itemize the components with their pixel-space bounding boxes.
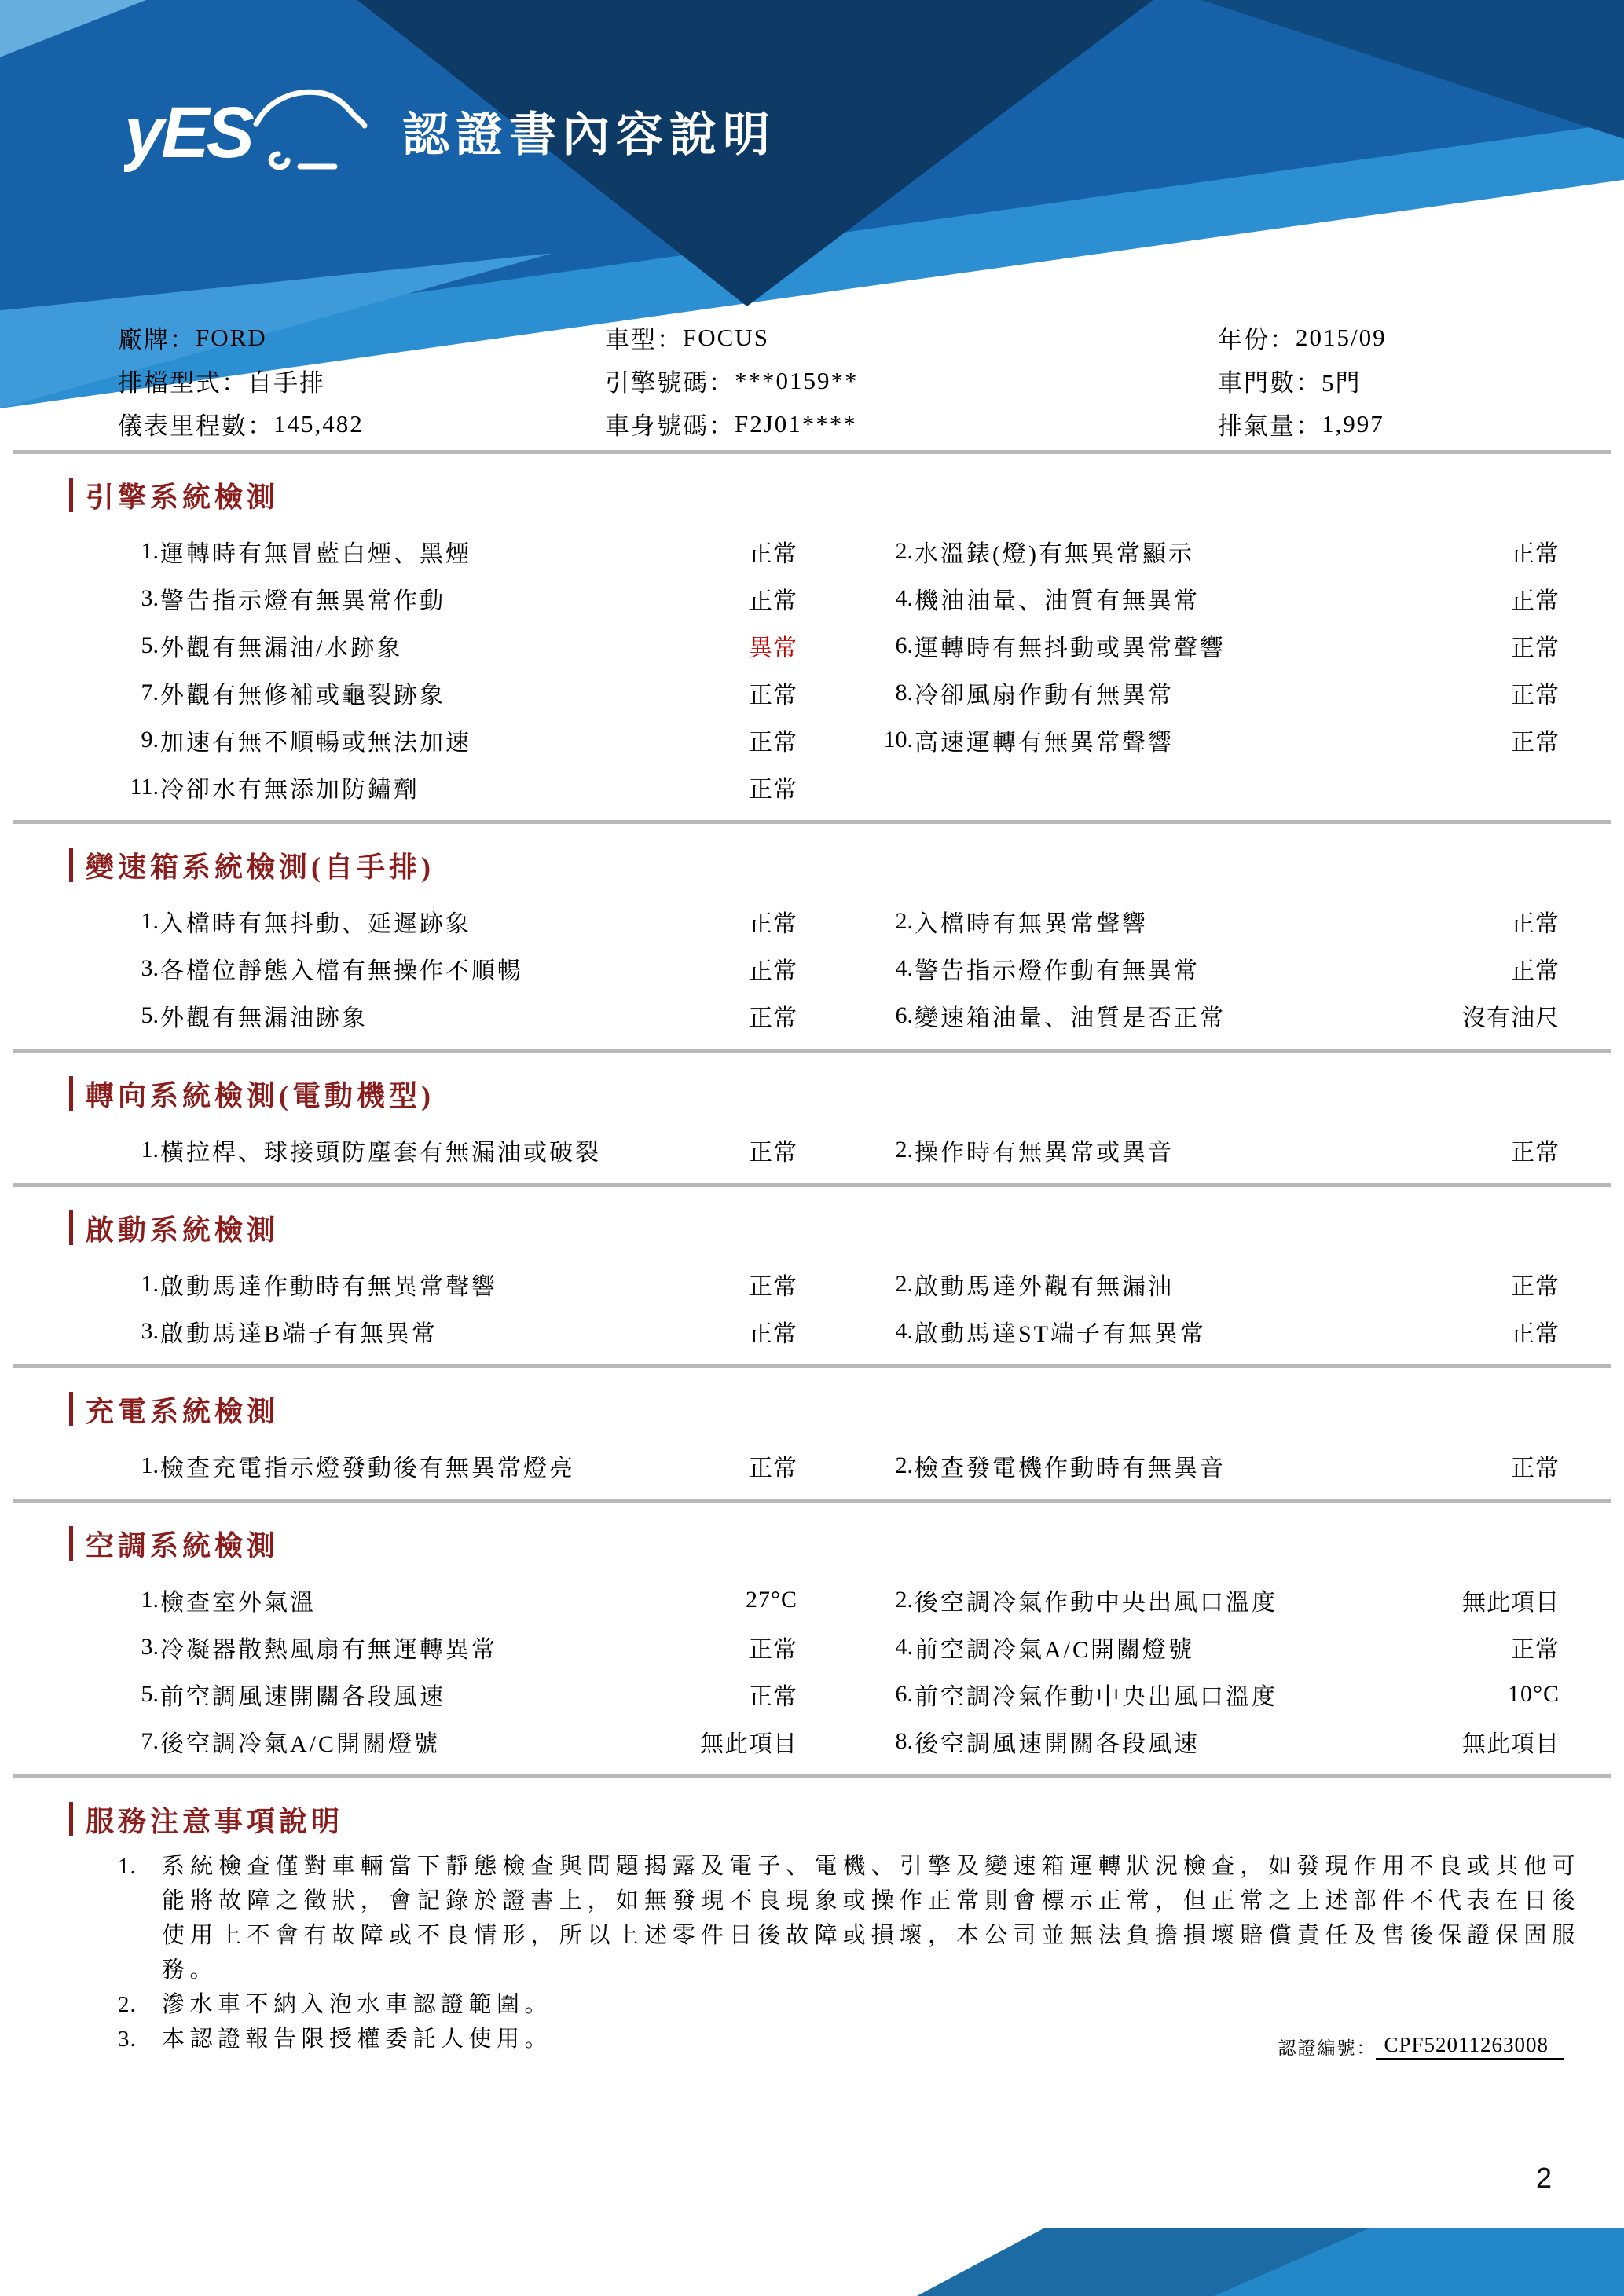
info-row [605,402,1218,445]
note-number: 3. [118,2027,137,2052]
item-number: 3. [141,1318,159,1344]
info-row [118,316,605,359]
item-value: 正常 [1511,1140,1560,1166]
heading-bar [69,1526,73,1561]
check-item [872,1724,1454,1759]
check-item [872,1448,1454,1483]
cert-number: CPF52011263008 [1376,2033,1564,2060]
item-value: 正常 [749,911,797,937]
check-item [118,951,691,986]
check-item [118,1267,691,1302]
section-title: 轉向系統檢測(電動機型) [86,1079,434,1111]
separator [13,820,1611,824]
item-label: 警告指示燈作動有無異常 [915,958,1200,984]
check-row [0,898,1624,945]
info-row [1218,316,1577,359]
item-number: 3. [141,585,159,611]
check-item [118,581,691,616]
item-number: 2. [895,1137,913,1163]
check-item [118,1448,691,1483]
check-item [118,1133,691,1167]
service-notes [0,1800,1624,2064]
section-heading [69,1390,1624,1428]
check-row [0,992,1624,1039]
item-value: 正常 [749,730,797,756]
info-value: ***0159** [735,366,859,394]
item-value: 無此項目 [1462,1731,1560,1757]
check-item [118,1630,691,1664]
item-value: 正常 [1511,958,1560,984]
item-value: 無此項目 [1462,1590,1560,1616]
item-number: 7. [141,679,159,705]
item-value: 正常 [749,1140,797,1166]
check-row [0,945,1624,992]
heading-bar [69,1802,73,1836]
item-value: 正常 [1511,1274,1560,1300]
section-rows [0,1576,1624,1765]
section-title: 充電系統檢測 [86,1395,280,1427]
item-number: 5. [141,1002,159,1028]
separator [13,1499,1611,1503]
item-label: 啟動馬達作動時有無異常聲響 [160,1274,497,1300]
check-row [0,622,1624,669]
item-value: 正常 [749,1456,797,1481]
info-label: 引擎號碼： [605,369,735,397]
item-label: 後空調風速開關各段風速 [915,1731,1200,1757]
item-number: 2. [895,1271,913,1297]
item-number: 3. [141,955,159,981]
section-title: 變速箱系統檢測(自手排) [86,851,434,883]
item-label: 冷凝器散熱風扇有無運轉異常 [160,1637,497,1663]
item-number: 4. [895,1634,913,1660]
info-value: 145,482 [273,409,364,438]
info-row [1218,359,1577,402]
item-value: 正常 [749,777,797,803]
item-label: 前空調冷氣A/C開關燈號 [915,1637,1195,1663]
item-label: 檢查發電機作動時有無異音 [915,1456,1226,1481]
item-label: 前空調風速開關各段風速 [160,1684,445,1710]
item-value: 正常 [1511,588,1560,614]
item-number: 1. [141,1452,159,1478]
item-number: 1. [141,908,159,934]
check-item [118,770,691,804]
item-number: 4. [895,585,913,611]
item-number: 6. [895,1681,913,1707]
check-row [0,669,1624,716]
check-row [0,575,1624,622]
check-item [872,534,1454,569]
item-number: 11. [130,774,159,800]
note-text: 系統檢查僅對車輛當下靜態檢查與問題揭露及電子、電機、引擎及變速箱運轉狀況檢查，如發現作用不良或其他可能將故障之徵狀，會記錄於證書上，如無發現不良現象或操作正常則會標示正常，但正常之上述部件不代表在日後使用上不會有故障或不良情形，所以上述零件日後故障或損壞，本公司並無法負擔損壞賠償責任及售後保證保固服務。 [162,1854,1580,1983]
item-number: 10. [883,727,913,753]
item-number: 2. [895,1587,913,1613]
info-value: 5門 [1322,369,1362,397]
section-title: 啟動系統檢測 [86,1214,280,1246]
section-rows [0,1126,1624,1174]
info-label: 排氣量： [1218,412,1322,440]
item-number: 6. [895,632,913,658]
check-row [0,528,1624,575]
item-label: 高速運轉有無異常聲響 [915,730,1174,756]
item-number: 7. [141,1728,159,1754]
check-row [0,1718,1624,1765]
item-label: 檢查充電指示燈發動後有無異常燈亮 [160,1456,575,1481]
item-value: 正常 [749,958,797,984]
item-value: 正常 [1511,730,1560,756]
info-label: 年份： [1218,326,1296,353]
item-value: 正常 [1511,635,1560,661]
info-value: 1,997 [1322,409,1384,438]
section-rows [0,898,1624,1039]
item-number: 1. [141,538,159,564]
check-item [872,1630,1454,1664]
check-item [118,628,691,663]
item-label: 操作時有無異常或異音 [915,1140,1174,1166]
section-heading [69,846,1624,884]
item-value: 正常 [749,683,797,709]
check-row [0,1261,1624,1308]
info-value: 自手排 [247,369,325,397]
note-text: 滲水車不納入泡水車認證範圍。 [162,1992,553,2017]
item-value: 正常 [1511,911,1560,937]
check-section [0,1525,1624,1774]
certification-number-row [1278,2033,1564,2060]
note-item [118,1849,1580,1987]
item-value: 正常 [749,541,797,567]
check-row [0,1576,1624,1624]
footer-banner [917,2190,1624,2296]
heading-bar [69,478,73,512]
check-row [0,1671,1624,1718]
item-number: 2. [895,1452,913,1478]
section-heading [69,1209,1624,1247]
check-section [0,1209,1624,1364]
item-label: 變速箱油量、油質是否正常 [915,1005,1226,1031]
item-label: 前空調冷氣作動中央出風口溫度 [915,1684,1278,1710]
notes-list [0,1849,1624,2056]
item-value: 沒有油尺 [1462,1005,1560,1031]
item-label: 入檔時有無抖動、延遲跡象 [160,911,471,937]
vehicle-info-column [1218,316,1577,445]
info-row [605,359,1218,402]
check-item [118,723,691,757]
check-item [872,1133,1454,1167]
check-row [0,1442,1624,1489]
item-value: 正常 [1511,541,1560,567]
check-section [0,1390,1624,1499]
section-heading [69,1525,1624,1562]
check-section [0,846,1624,1049]
item-value: 正常 [1511,683,1560,709]
item-label: 橫拉桿、球接頭防塵套有無漏油或破裂 [160,1140,601,1166]
item-number: 6. [895,1002,913,1028]
check-item [872,581,1454,616]
check-item [872,1677,1454,1712]
item-value: 無此項目 [700,1731,797,1757]
note-text: 本認證報告限授權委託人使用。 [162,2027,553,2052]
note-number: 2. [118,1992,137,2017]
heading-bar [69,1210,73,1245]
item-number: 4. [895,955,913,981]
item-label: 外觀有無漏油跡象 [160,1005,368,1031]
item-label: 啟動馬達ST端子有無異常 [915,1321,1207,1347]
item-value: 正常 [1511,1456,1560,1481]
notes-heading [69,1800,1624,1838]
item-number: 4. [895,1318,913,1344]
item-label: 啟動馬達B端子有無異常 [160,1321,438,1347]
check-item [872,904,1454,939]
info-row [1218,402,1577,445]
separator [13,1183,1611,1187]
check-item [118,998,691,1033]
info-label: 廠牌： [118,326,196,353]
item-label: 冷卻水有無添加防鏽劑 [160,777,420,803]
info-value: 2015/09 [1296,323,1387,351]
separator [13,450,1611,454]
section-heading [69,476,1624,514]
section-title: 空調系統檢測 [86,1529,280,1562]
item-label: 啟動馬達外觀有無漏油 [915,1274,1174,1300]
separator [13,1364,1611,1368]
item-label: 警告指示燈有無異常作動 [160,588,445,614]
check-row [0,764,1624,811]
check-item [118,1677,691,1712]
check-item [872,723,1454,757]
item-value: 正常 [749,1274,797,1300]
heading-bar [69,848,73,882]
info-row [118,359,605,402]
item-label: 檢查室外氣溫 [160,1590,316,1616]
item-number: 9. [141,727,159,753]
vehicle-info-column [118,316,605,445]
check-item [118,1724,691,1759]
check-row [0,1126,1624,1174]
info-value: FORD [196,323,267,351]
note-number: 1. [118,1854,137,1879]
check-item [872,1314,1454,1349]
item-number: 8. [895,1728,913,1754]
heading-bar [69,1076,73,1111]
page-number: 2 [1535,2162,1552,2194]
check-item [118,904,691,939]
item-label: 後空調冷氣A/C開關燈號 [160,1731,441,1757]
info-label: 車門數： [1218,369,1322,397]
section-title: 引擎系統檢測 [86,481,280,513]
item-value: 正常 [749,1637,797,1663]
item-value: 10°C [1507,1681,1560,1707]
check-row [0,716,1624,764]
item-label: 各檔位靜態入檔有無操作不順暢 [160,958,523,984]
check-item [118,676,691,710]
item-label: 加速有無不順暢或無法加速 [160,730,471,756]
section-rows [0,528,1624,811]
info-label: 儀表里程數： [118,412,273,440]
vehicle-info-column [605,316,1218,445]
section-rows [0,1442,1624,1489]
item-label: 外觀有無修補或龜裂跡象 [160,683,445,709]
item-label: 運轉時有無抖動或異常聲響 [915,635,1226,661]
item-label: 冷卻風扇作動有無異常 [915,683,1174,709]
info-row [118,402,605,445]
info-label: 排檔型式： [118,369,247,397]
check-item [118,1314,691,1349]
check-item [872,998,1454,1033]
item-number: 8. [895,679,913,705]
check-item [872,628,1454,663]
section-heading [69,1075,1624,1112]
separator [13,1774,1611,1778]
page-title: 認證書內容說明 [402,108,776,161]
check-sections [0,476,1624,1774]
item-label: 外觀有無漏油/水跡象 [160,635,403,661]
item-label: 運轉時有無冒藍白煙、黑煙 [160,541,471,567]
item-value: 正常 [749,1684,797,1710]
info-row [605,316,1218,359]
check-row [0,1624,1624,1671]
check-section [0,476,1624,820]
item-number: 5. [141,1681,159,1707]
item-label: 水溫錶(燈)有無異常顯示 [915,541,1194,567]
notes-title: 服務注意事項說明 [86,1805,344,1837]
info-value: F2J01**** [735,409,857,438]
separator [13,1049,1611,1053]
check-item [872,676,1454,710]
item-number: 2. [895,538,913,564]
item-label: 後空調冷氣作動中央出風口溫度 [915,1590,1278,1616]
vehicle-info [0,316,1624,450]
check-item [872,1267,1454,1302]
section-rows [0,1261,1624,1355]
check-row [0,1308,1624,1355]
check-item [118,534,691,569]
yes-logo-text: yES [124,93,251,173]
item-label: 入檔時有無異常聲響 [915,911,1148,937]
info-label: 車身號碼： [605,412,735,440]
item-number: 1. [141,1137,159,1163]
item-label: 機油油量、油質有無異常 [915,588,1200,614]
item-number: 2. [895,908,913,934]
item-value: 正常 [1511,1637,1560,1663]
check-item [872,951,1454,986]
item-number: 5. [141,632,159,658]
item-value: 正常 [1511,1321,1560,1347]
item-number: 3. [141,1634,159,1660]
info-value: FOCUS [683,323,769,351]
item-number: 1. [141,1271,159,1297]
item-number: 1. [141,1587,159,1613]
cert-label: 認證編號： [1278,2038,1377,2058]
check-item [118,1583,691,1617]
item-value: 正常 [749,1005,797,1031]
item-value: 正常 [749,588,797,614]
check-item [872,1583,1454,1617]
item-value: 異常 [749,635,797,661]
check-section [0,1075,1624,1183]
item-value: 27°C [745,1587,797,1613]
heading-bar [69,1392,73,1426]
item-value: 正常 [749,1321,797,1347]
info-label: 車型： [605,326,683,353]
note-item [118,1987,1580,2022]
